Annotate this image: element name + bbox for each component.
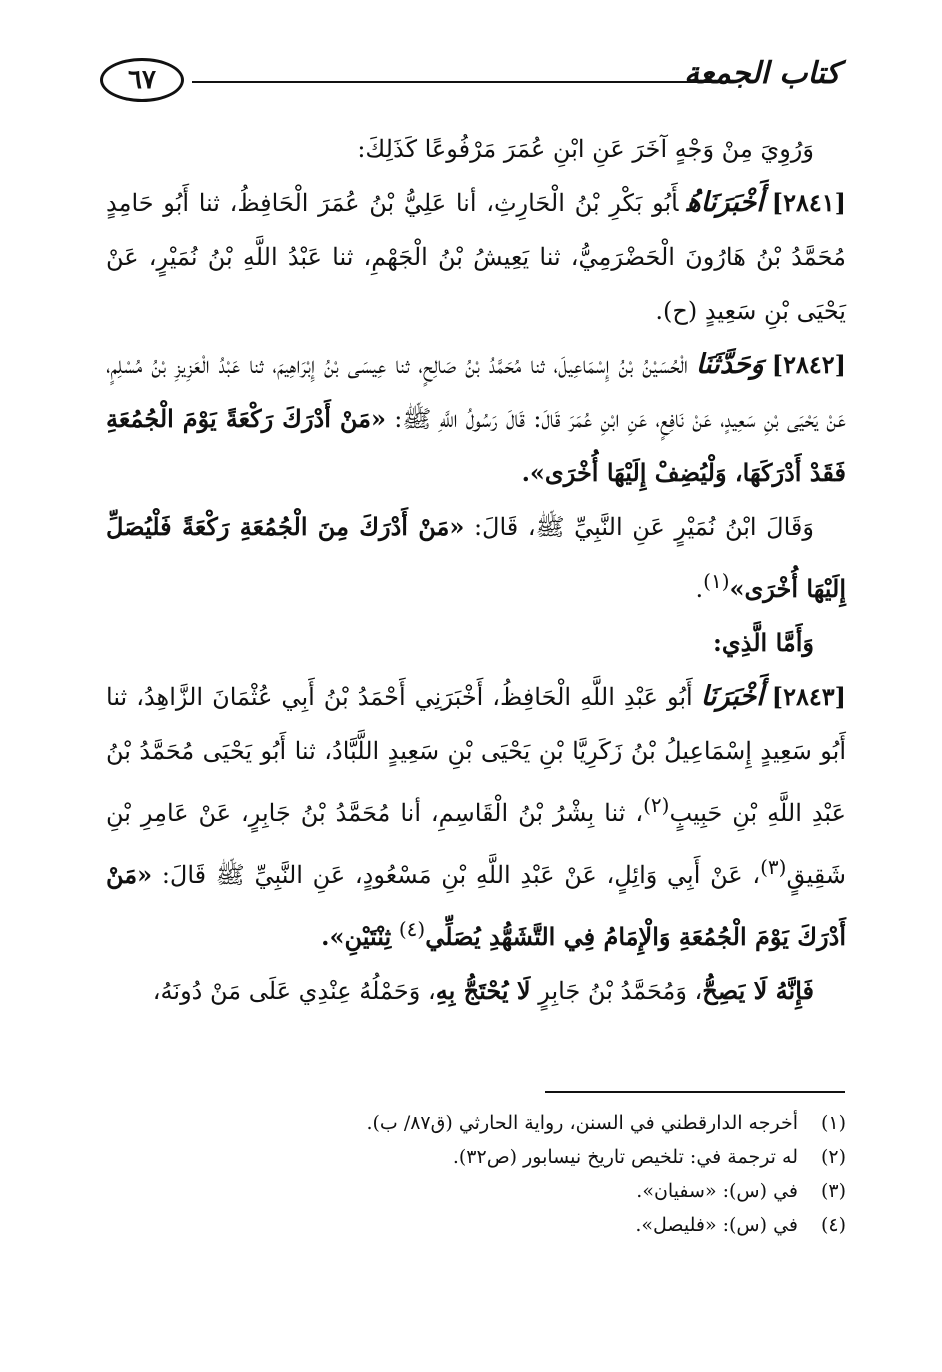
hadith-2841 [106, 176, 846, 338]
hadith-number: [٢٨٤٢] [771, 350, 846, 379]
narration-text: وَقَالَ ابْنُ نُمَيْرٍ عَنِ النَّبِيِّ ﷺ، قَالَ: [473, 513, 814, 541]
hadith-quote: «مَنْ أَدْرَكَ مِنَ الْجُمُعَةِ رَكْعَةً فَلْيُصَلِّ إِلَيْهَا أُخْرَى» [106, 512, 846, 603]
alt-narration-paragraph [106, 500, 846, 616]
page-number-text: ٦٧ [128, 65, 156, 95]
footnote-ref: (٤) [398, 917, 426, 941]
narration-verb: وَحَدَّثَنَا [695, 349, 764, 380]
hadith-2843 [106, 670, 846, 964]
footnote-number: (١) [820, 1112, 846, 1134]
footnotes [106, 1106, 846, 1242]
intro-paragraph: وَرُوِيَ مِنْ وَجْهٍ آخَرَ عَنِ ابْنِ عُمَرَ مَرْفُوعًا كَذَلِكَ: [357, 135, 814, 163]
footnote-text: أخرجه الدارقطني في السنن، رواية الحارثي (ق٨٧/ ب). [366, 1112, 798, 1134]
commentary-bold: فَإِنَّهُ لَا يَصِحُّ [702, 976, 814, 1005]
hadith-quote-end: ثِنْتَيْنِ». [321, 922, 392, 951]
isnad-text: أَبُو بَكْرِ بْنُ الْحَارِثِ، أنا عَلِيُّ بْنُ عُمَرَ الْحَافِظُ، ثنا أَبُو حَامِدٍ مُحَمَّدُ بْنُ هَارُونَ الْحَضْرَمِيُّ، ثنا يَعِيشُ بْنُ الْجَهْمِ، ثنا عَبْدُ اللَّهِ بْنُ نُمَيْرٍ، عَنْ يَحْيَى بْنِ سَعِيدٍ (ح). [106, 189, 846, 325]
footnote-number: (٣) [820, 1180, 846, 1202]
page-number [100, 58, 184, 102]
footnote [106, 1208, 846, 1242]
footnote-ref: (٣) [760, 855, 787, 879]
footnote-ref: (١) [703, 569, 730, 593]
section-heading: وَأَمَّا الَّذِي: [712, 628, 814, 657]
isnad-text: أَبُو عَبْدِ اللَّهِ الْحَافِظُ، أَخْبَرَنِي أَحْمَدُ بْنُ أَبِي عُثْمَانَ الزَّاهِدُ، ثنا أَبُو سَعِيدٍ إِسْمَاعِيلُ بْنُ زَكَرِيَّا بْنِ يَحْيَى بْنِ سَعِيدٍ اللَّبَّادُ، ثنا أَبُو يَحْيَى مُحَمَّدُ بْنُ عَبْدِ اللَّهِ بْنِ حَبِيبٍ [106, 683, 847, 827]
footnote [106, 1174, 846, 1208]
footnote-number: (٢) [820, 1146, 846, 1168]
narration-verb: أَخْبَرَنَاهُ [686, 187, 764, 218]
commentary-text: ، وَمُحَمَّدُ بْنُ جَابِرٍ [538, 977, 703, 1005]
hadith-2842 [106, 338, 846, 500]
narration-verb: أَخْبَرَنَا [700, 681, 764, 712]
commentary-paragraph [106, 964, 846, 1018]
footnote-text: في (س): «فليصل». [635, 1214, 798, 1236]
commentary-bold: لَا يُحْتَجُّ بِهِ [435, 976, 531, 1005]
footnote-text: في (س): «سفيان». [636, 1180, 798, 1202]
footnote-divider [545, 1091, 845, 1093]
isnad-text: ، ثنا بِشْرُ بْنُ الْقَاسِمِ، أنا مُحَمَّدُ بْنُ جَابِرٍ، عَنْ عَامِرِ بْنِ شَقِيقٍ [106, 799, 846, 889]
footnote [106, 1140, 846, 1174]
isnad-text: ، عَنْ أَبِي وَائِلٍ، عَنْ عَبْدِ اللَّهِ بْنِ مَسْعُودٍ، عَنِ النَّبِيِّ ﷺ قَالَ: [161, 861, 761, 889]
isnad-text: الْحُسَيْنُ بْنُ إِسْمَاعِيلَ، ثنا مُحَمَّدُ بْنُ صَالِحٍ، ثنا عِيسَى بْنُ إِبْرَاهِيمَ، ثنا عَبْدُ الْعَزِيزِ بْنُ مُسْلِمٍ، عَنْ يَحْيَى بْنِ سَعِيدٍ، عَنْ نَافِعٍ، عَنِ ابْنِ عُمَرَ قَالَ: قَالَ رَسُولُ اللَّهِ ﷺ: [106, 351, 846, 433]
hadith-number: [٢٨٤٣] [771, 682, 846, 711]
sentence-end: . [695, 575, 704, 603]
footnote [106, 1106, 846, 1140]
main-text [106, 122, 846, 1018]
hadith-quote: «مَنْ أَدْرَكَ رَكْعَةً يَوْمَ الْجُمُعَةِ فَقَدْ أَدْرَكَهَا، وَلْيُضِفْ إِلَيْهَا أُخْرَى». [106, 404, 846, 487]
header-rule [192, 81, 732, 83]
hadith-quote: «مَنْ أَدْرَكَ يَوْمَ الْجُمُعَةِ وَالْإِمَامُ فِي التَّشَهُّدِ يُصَلِّي [106, 860, 846, 951]
footnote-text: له ترجمة في: تلخيص تاريخ نيسابور (ص٣٢). [452, 1146, 798, 1168]
running-title: كتاب الجمعة [684, 56, 840, 91]
commentary-text: ، وَحَمْلُهُ عِنْدِي عَلَى مَنْ دُونَهُ، [152, 977, 436, 1005]
page-header [100, 52, 840, 112]
footnote-number: (٤) [820, 1214, 846, 1236]
footnote-ref: (٢) [643, 793, 670, 817]
hadith-number: [٢٨٤١] [771, 188, 846, 217]
